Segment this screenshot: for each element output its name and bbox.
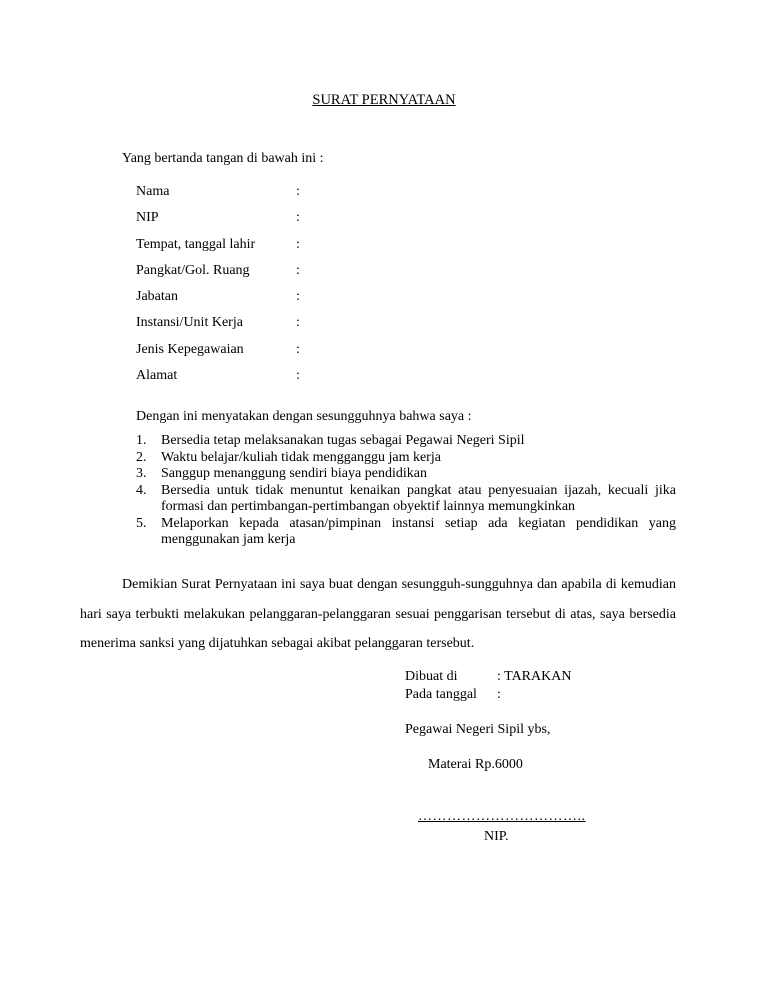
field-colon: : (296, 263, 300, 278)
field-colon: : (296, 342, 300, 357)
list-item (136, 466, 676, 483)
list-item (136, 483, 676, 516)
field-colon: : (296, 210, 300, 225)
list-item-number: 1. (136, 433, 147, 448)
list-item-number: 2. (136, 449, 147, 465)
field-label-nama: Nama (136, 184, 170, 199)
statement-text: Dengan ini menyatakan dengan sesungguhnya bahwa saya : (136, 409, 472, 424)
page-title: SURAT PERNYATAAN (312, 92, 456, 108)
signature-line: …………………………….. (418, 809, 586, 824)
closing-paragraph: Demikian Surat Pernyataan ini saya buat dengan sesungguh-sungguhnya dan apabila di kemudian hari saya terbukti melakukan pelanggaran-pelanggaran sesuai penggarisan tersebut di atas, saya bersedia menerima sanksi yang dijatuhkan sebagai akibat pelanggaran tersebut. (80, 577, 676, 651)
intro-text: Yang bertanda tangan di bawah ini : (122, 151, 324, 166)
date-label: Pada tanggal (405, 687, 477, 702)
list-item (136, 433, 676, 450)
place-value: : TARAKAN (497, 669, 572, 684)
stamp-duty-note: Materai Rp.6000 (428, 757, 523, 772)
list-item-text: Bersedia tetap melaksanakan tugas sebagai Pegawai Negeri Sipil (161, 433, 525, 448)
list-item-text: Melaporkan kepada atasan/pimpinan instansi setiap ada kegiatan pendidikan yang menggunakan jam kerja (161, 515, 676, 547)
field-colon: : (296, 368, 300, 383)
field-colon: : (296, 289, 300, 304)
list-item-text: Bersedia untuk tidak menuntut kenaikan pangkat atau penyesuaian ijazah, kecuali jika formasi dan pertimbangan-pertimbangan obyektif lainnya memungkinkan (161, 482, 676, 514)
list-item-number: 4. (136, 482, 147, 498)
list-item-number: 3. (136, 466, 147, 481)
field-label-jabatan: Jabatan (136, 289, 178, 304)
field-label-instansi: Instansi/Unit Kerja (136, 315, 243, 330)
list-item-number: 5. (136, 515, 147, 531)
date-value: : (497, 687, 501, 702)
field-label-jenis-kepegawaian: Jenis Kepegawaian (136, 342, 244, 357)
signer-role: Pegawai Negeri Sipil ybs, (405, 722, 551, 737)
nip-label: NIP. (484, 829, 509, 844)
field-colon: : (296, 184, 300, 199)
list-item (136, 516, 676, 549)
commitment-list (136, 433, 676, 549)
field-label-alamat: Alamat (136, 368, 178, 383)
field-label-nip: NIP (136, 210, 159, 225)
field-label-pangkat: Pangkat/Gol. Ruang (136, 263, 250, 278)
list-item-text: Sanggup menanggung sendiri biaya pendidikan (161, 466, 427, 481)
field-colon: : (296, 237, 300, 252)
field-colon: : (296, 315, 300, 330)
field-label-tempat-tanggal-lahir: Tempat, tanggal lahir (136, 237, 256, 252)
place-label: Dibuat di (405, 669, 458, 684)
list-item-text: Waktu belajar/kuliah tidak mengganggu jam kerja (161, 449, 441, 465)
list-item (136, 450, 676, 467)
